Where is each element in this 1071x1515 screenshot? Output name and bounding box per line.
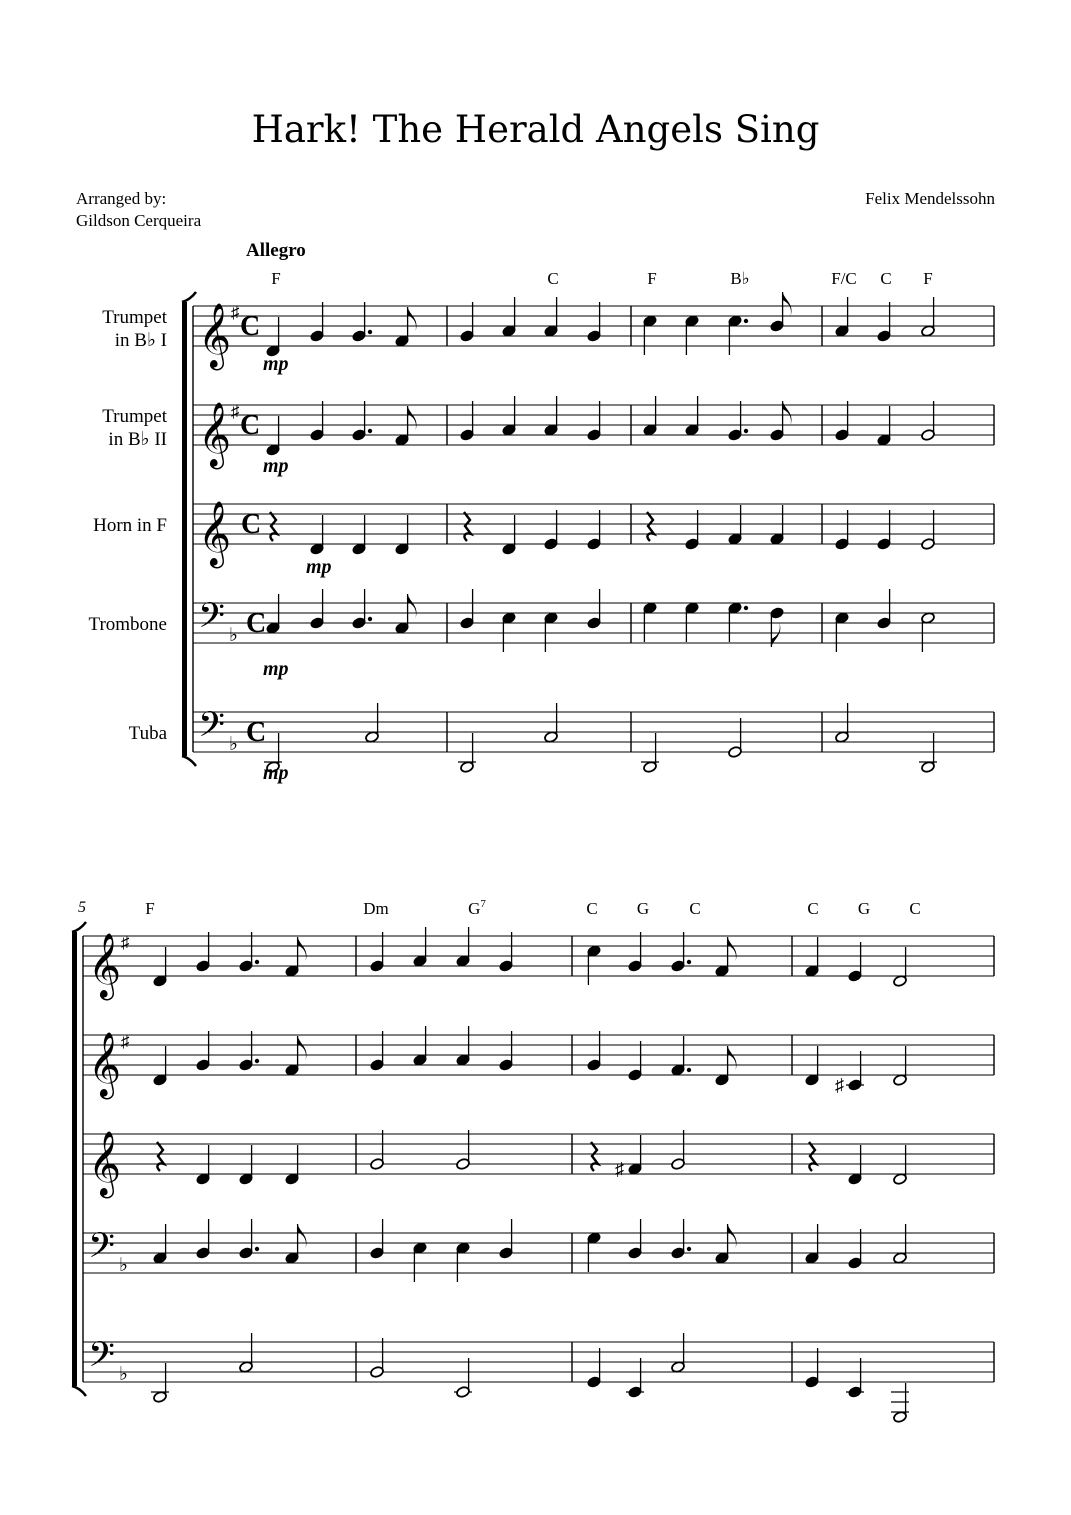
note [196, 932, 211, 972]
quarter-rest [591, 1142, 598, 1171]
note [715, 1046, 737, 1086]
note [877, 406, 892, 446]
dynamic-marking: mp [306, 556, 332, 578]
note [805, 1046, 820, 1086]
bracket-top [182, 292, 196, 302]
note [877, 302, 892, 342]
note [196, 1145, 211, 1185]
instrument-name: Trumpet [102, 307, 167, 328]
note [628, 1219, 643, 1259]
sharp-icon: ♯ [231, 303, 240, 322]
treble-clef-icon: 𝄞 [198, 404, 232, 466]
flag [298, 1224, 307, 1248]
treble-clef-icon: 𝄞 [88, 1133, 122, 1195]
note [395, 307, 417, 347]
dot [687, 1247, 691, 1251]
sharp-icon: ♯ [121, 933, 130, 952]
note [891, 1383, 909, 1423]
arranger-label: Arranged by: [76, 189, 167, 208]
note [848, 1229, 863, 1269]
note [835, 612, 850, 652]
note [395, 406, 417, 446]
note [685, 396, 700, 436]
note [685, 315, 700, 355]
chord-symbol: C [586, 899, 598, 918]
note [770, 505, 785, 545]
treble-clef-icon: 𝄞 [198, 305, 232, 367]
note [919, 733, 937, 773]
note [643, 602, 658, 642]
rest-icon [464, 512, 471, 541]
note [835, 1051, 864, 1095]
note [685, 510, 700, 550]
staff-lines [72, 292, 994, 1396]
note [587, 510, 602, 550]
note [196, 1031, 211, 1071]
note [587, 302, 602, 342]
flag [408, 406, 417, 430]
dot [255, 1247, 259, 1251]
note [458, 733, 476, 773]
flag [298, 1036, 307, 1060]
note [643, 315, 658, 355]
time-signature: C [246, 717, 267, 748]
note [921, 401, 936, 441]
dot [744, 319, 748, 323]
note [502, 515, 517, 555]
chord-symbol: F [145, 899, 155, 918]
dot [744, 429, 748, 433]
chord-symbol: C [807, 899, 819, 918]
note [310, 302, 325, 342]
dynamic-marking: mp [263, 353, 289, 375]
flag [408, 307, 417, 331]
sharp-icon: ♯ [615, 1159, 624, 1179]
note [456, 1242, 471, 1282]
dot [255, 1059, 259, 1063]
bass-clef-icon: 𝄢 [88, 1228, 116, 1274]
note [615, 1135, 642, 1179]
note [848, 942, 863, 982]
chord-symbol: G [636, 899, 650, 918]
time-signature: C [240, 410, 261, 441]
note [153, 947, 168, 987]
note [685, 602, 700, 642]
chord-symbol: F [647, 269, 657, 288]
note [587, 1348, 602, 1388]
time-signature: C [240, 311, 261, 342]
bass-clef-icon: 𝄢 [198, 707, 226, 753]
bass-clef-icon: 𝄢 [88, 1337, 116, 1383]
note [921, 510, 936, 550]
system-bracket [182, 302, 187, 756]
note [805, 1348, 820, 1388]
note [460, 401, 475, 441]
note [835, 297, 850, 337]
note [266, 594, 281, 634]
note [671, 1036, 692, 1076]
note [893, 1145, 908, 1185]
note [587, 401, 602, 441]
note [770, 607, 785, 647]
note [365, 703, 380, 743]
note [499, 932, 514, 972]
note [454, 1358, 472, 1398]
note [153, 1224, 168, 1264]
note [151, 1363, 169, 1403]
chord-symbol: F/C [831, 269, 857, 288]
note [921, 612, 936, 652]
chord-symbol: C [909, 899, 921, 918]
rest-icon [591, 1142, 598, 1171]
note [196, 1219, 211, 1259]
note [310, 589, 325, 629]
dot [368, 429, 372, 433]
note [877, 510, 892, 550]
note [266, 317, 281, 357]
note [643, 396, 658, 436]
instrument-name: in B♭ I [114, 330, 167, 351]
instrument-name: in B♭ II [108, 429, 167, 450]
note [413, 1242, 428, 1282]
note [239, 1333, 254, 1373]
note [671, 1333, 686, 1373]
note [413, 927, 428, 967]
flat-icon: ♭ [229, 734, 238, 755]
chord-symbol: F [271, 269, 281, 288]
note [835, 401, 850, 441]
note [628, 932, 643, 972]
note [893, 947, 908, 987]
note [628, 1041, 643, 1081]
dynamic-marking: mp [263, 762, 289, 784]
note [153, 1046, 168, 1086]
note [848, 1145, 863, 1185]
note [921, 297, 936, 337]
dynamic-marking: mp [263, 658, 289, 680]
bracket-bottom [72, 1386, 86, 1396]
flag [728, 1046, 737, 1070]
flat-icon: ♭ [119, 1364, 128, 1385]
note [370, 932, 385, 972]
note [460, 302, 475, 342]
dot [744, 606, 748, 610]
note [499, 1219, 514, 1259]
note [285, 1224, 307, 1264]
note [544, 297, 559, 337]
rest-icon [270, 512, 277, 541]
note [544, 396, 559, 436]
note [456, 927, 471, 967]
note [626, 1358, 644, 1398]
dot [255, 960, 259, 964]
treble-clef-icon: 𝄞 [88, 935, 122, 997]
note [502, 297, 517, 337]
note [266, 416, 281, 456]
note [370, 1130, 385, 1170]
sharp-icon: ♯ [835, 1075, 844, 1095]
note [544, 703, 559, 743]
time-signature: C [246, 608, 267, 639]
chord-symbol: Dm [363, 899, 389, 918]
note [587, 1232, 602, 1272]
note [728, 505, 743, 545]
note [728, 315, 749, 355]
composer-credit: Felix Mendelssohn [865, 189, 995, 208]
tempo-marking: Allegro [246, 240, 306, 261]
quarter-rest [270, 512, 277, 541]
chord-symbol: G [857, 899, 871, 918]
chord-symbol: C [547, 269, 559, 288]
bracket-top [72, 922, 86, 932]
rest-icon [157, 1142, 164, 1171]
note [285, 1145, 300, 1185]
note [835, 510, 850, 550]
note [370, 1219, 385, 1259]
note [456, 1130, 471, 1170]
note [715, 1224, 737, 1264]
note [352, 515, 367, 555]
chord-symbol: F [923, 269, 933, 288]
dot [368, 617, 372, 621]
note [728, 602, 749, 642]
sharp-icon: ♯ [121, 1032, 130, 1051]
note [671, 1130, 686, 1170]
quarter-rest [809, 1142, 816, 1171]
note [310, 515, 325, 555]
note [805, 1224, 820, 1264]
treble-clef-icon: 𝄞 [198, 503, 232, 565]
note [239, 1145, 254, 1185]
note [456, 1026, 471, 1066]
note [893, 1224, 908, 1264]
note [893, 1046, 908, 1086]
quarter-rest [157, 1142, 164, 1171]
instrument-name: Horn in F [93, 515, 167, 536]
note [285, 937, 307, 977]
score-title: Hark! The Herald Angels Sing [251, 108, 820, 151]
quarter-rest [464, 512, 471, 541]
instrument-labels [89, 307, 168, 744]
note [502, 612, 517, 652]
flag [783, 292, 792, 316]
dot [687, 1068, 691, 1072]
chord-symbol: C [880, 269, 892, 288]
instrument-name: Trumpet [102, 406, 167, 427]
note [835, 703, 850, 743]
chord-symbol: B♭ [730, 269, 750, 288]
chord-symbol: C [689, 899, 701, 918]
dynamic-marking: mp [263, 455, 289, 477]
note [544, 612, 559, 652]
note [728, 718, 743, 758]
flag [728, 1224, 737, 1248]
notes-layer [151, 292, 937, 1423]
flat-icon: ♭ [229, 625, 238, 646]
note [587, 589, 602, 629]
flag [298, 937, 307, 961]
note [805, 937, 820, 977]
note [460, 589, 475, 629]
note [715, 937, 737, 977]
time-signature: C [241, 509, 262, 540]
sharp-icon: ♯ [231, 402, 240, 421]
note [285, 1036, 307, 1076]
rest-icon [809, 1142, 816, 1171]
bracket-bottom [182, 756, 196, 766]
note [370, 1031, 385, 1071]
note [395, 594, 417, 634]
note [877, 589, 892, 629]
note [587, 945, 602, 985]
dot [368, 330, 372, 334]
flat-icon: ♭ [119, 1255, 128, 1276]
arranger-name: Gildson Cerqueira [76, 211, 202, 230]
instrument-name: Trombone [88, 614, 167, 635]
instrument-name: Tuba [128, 723, 167, 744]
note [395, 515, 410, 555]
note [587, 1031, 602, 1071]
note [544, 510, 559, 550]
flag [728, 937, 737, 961]
chord-symbol: $G^7$ [468, 898, 486, 918]
note [370, 1338, 385, 1378]
bass-clef-icon: 𝄢 [198, 598, 226, 644]
treble-clef-icon: 𝄞 [88, 1034, 122, 1096]
quarter-rest [647, 512, 654, 541]
measure-number: 5 [78, 899, 86, 916]
note [502, 396, 517, 436]
note [846, 1358, 864, 1398]
system-bracket [72, 932, 77, 1386]
note [310, 401, 325, 441]
rest-icon [647, 512, 654, 541]
note [413, 1026, 428, 1066]
note [641, 733, 659, 773]
flag [408, 594, 417, 618]
dot [687, 960, 691, 964]
note [499, 1031, 514, 1071]
